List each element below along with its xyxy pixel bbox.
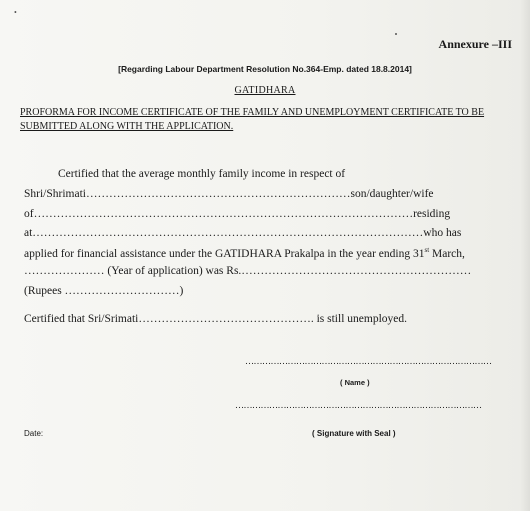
date-label: Date: (24, 429, 44, 438)
certificate-line-5 (24, 246, 465, 260)
proforma-heading: PROFORMA FOR INCOME CERTIFICATE OF THE FAMILY AND UNEMPLOYMENT CERTIFICATE TO BE SUBMITTED ALONG WITH THE APPLICATION. (20, 107, 485, 132)
certificate-line-2: Shri/Shrimati……………………………………………………………son/daughter/wife (24, 188, 434, 200)
scan-speck (395, 33, 397, 35)
certificate-line-4: at…………………………………………………………………………………………who has (24, 227, 462, 239)
signature-label: ( Signature with Seal ) (312, 429, 396, 438)
name-dotted-line: …………………………………………………………………………… (245, 356, 492, 366)
signature-dotted-line: …………………………………………………………………………… (235, 400, 482, 410)
page-edge-shadow (520, 0, 530, 511)
line-5-tail: March, (429, 247, 465, 260)
line-5-text: applied for financial assistance under the GATIDHARA Prakalpa in the year ending 31 (24, 247, 425, 260)
annexure-label: Annexure –III (438, 37, 512, 51)
certificate-line-3: of………………………………………………………………………………………residing (24, 208, 451, 220)
certificate-line-1: Certified that the average monthly family income in respect of (58, 168, 346, 180)
line-5-superscript: st (424, 246, 430, 254)
scheme-title: GATIDHARA (234, 85, 296, 96)
name-label: ( Name ) (340, 378, 370, 387)
resolution-reference: [Regarding Labour Department Resolution No.364-Emp. dated 18.8.2014] (118, 64, 412, 74)
certificate-line-7: (Rupees …………………………) (24, 285, 184, 297)
corner-mark: • (14, 8, 17, 17)
certificate-line-6: ………………… (Year of application) was Rs.…………………………………………………… (24, 265, 472, 277)
unemployment-line: Certified that Sri/Srimati………………………………………. is still unemployed. (24, 313, 407, 325)
